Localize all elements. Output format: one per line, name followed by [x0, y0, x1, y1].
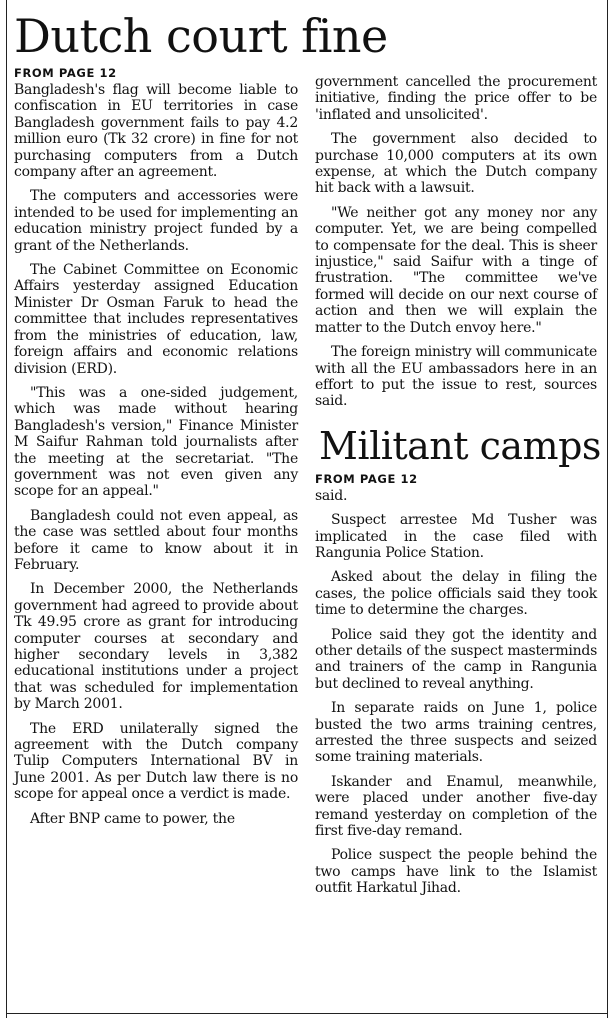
paragraph: The foreign ministry will communicate with all the EU ambassadors here in an effort to put the issue to rest, sources said.	[315, 344, 597, 410]
kicker-from-page-12: FROM PAGE 12	[315, 471, 418, 486]
paragraph: The ERD unilaterally signed the agreement with the Dutch company Tulip Computers International BV in June 2001. As per Dutch law there is no scope for appeal once a verdict is made.	[14, 720, 298, 803]
headline-militant-camps: Militant camps	[319, 423, 601, 468]
paragraph: "This was a one-sided judgement, which was made without hearing Bangladesh's version," Finance Minister M Saifur Rahman told journalists after the meeting at the secretariat. "The government was not even given any scope for an appeal."	[14, 384, 298, 500]
paragraph: In December 2000, the Netherlands government had agreed to provide about Tk 49.95 crore as grant for introducing computer courses at secondary and higher secondary levels in 3,382 educational institutions under a project that was scheduled for implementation by March 2001.	[14, 581, 298, 713]
paragraph: Asked about the delay in filing the cases, the police officials said they took time to determine the charges.	[315, 569, 597, 619]
paragraph: Suspect arrestee Md Tusher was implicated in the case filed with Rangunia Police Station.	[315, 512, 597, 561]
paragraph-continued: government cancelled the procurement initiative, finding the price offer to be 'inflated and unsolicited'.	[315, 74, 597, 123]
paragraph: After BNP came to power, the	[30, 810, 235, 827]
paragraph: In separate raids on June 1, police busted the two arms training centres, arrested the three suspects and seized some training materials.	[315, 700, 597, 766]
paragraph: The government also decided to purchase 10,000 computers at its own expense, at which the Dutch company hit back with a lawsuit.	[315, 131, 597, 197]
paragraph: Police said they got the identity and other details of the suspect masterminds and trainers of the camp in Rangunia but declined to reveal anything.	[315, 626, 597, 692]
paragraph: said.	[315, 487, 348, 504]
paragraph: "We neither got any money nor any computer. Yet, we are being compelled to compensate for the deal. This is sheer injustice," said Saifur with a tinge of frustration. "The committee we've formed will decide on our next course of action and then we will explain the matter to the Dutch envoy here."	[315, 204, 597, 336]
right-border-rule	[607, 0, 608, 1018]
paragraph: Police suspect the people behind the two camps have link to the Islamist outfit Harkatul Jihad.	[315, 847, 597, 897]
left-border-rule	[6, 0, 7, 1018]
right-column	[315, 0, 601, 905]
bottom-border-rule	[6, 1013, 608, 1014]
paragraph: Bangladesh's flag will become liable to confiscation in EU territories in case Bangladesh government fails to pay 4.2 million euro (Tk 32 crore) in fine for not purchasing computers from a Dutch company after an agreement.	[14, 82, 298, 181]
kicker-from-page-12: FROM PAGE 12	[14, 66, 117, 80]
paragraph: The computers and accessories were intended to be used for implementing an education ministry project funded by a grant of the Netherlands.	[14, 188, 298, 254]
paragraph: Iskander and Enamul, meanwhile, were placed under another five-day remand yesterday on completion of the first five-day remand.	[315, 773, 597, 840]
headline-dutch-court-fine: Dutch court fine	[14, 9, 388, 63]
paragraph: Bangladesh could not even appeal, as the case was settled about four months before it came to know about it in February.	[14, 507, 298, 573]
paragraph: The Cabinet Committee on Economic Affairs yesterday assigned Education Minister Dr Osman Faruk to head the committee that includes representatives from the ministries of education, law, foreign affairs and economic relations division (ERD).	[14, 262, 298, 377]
